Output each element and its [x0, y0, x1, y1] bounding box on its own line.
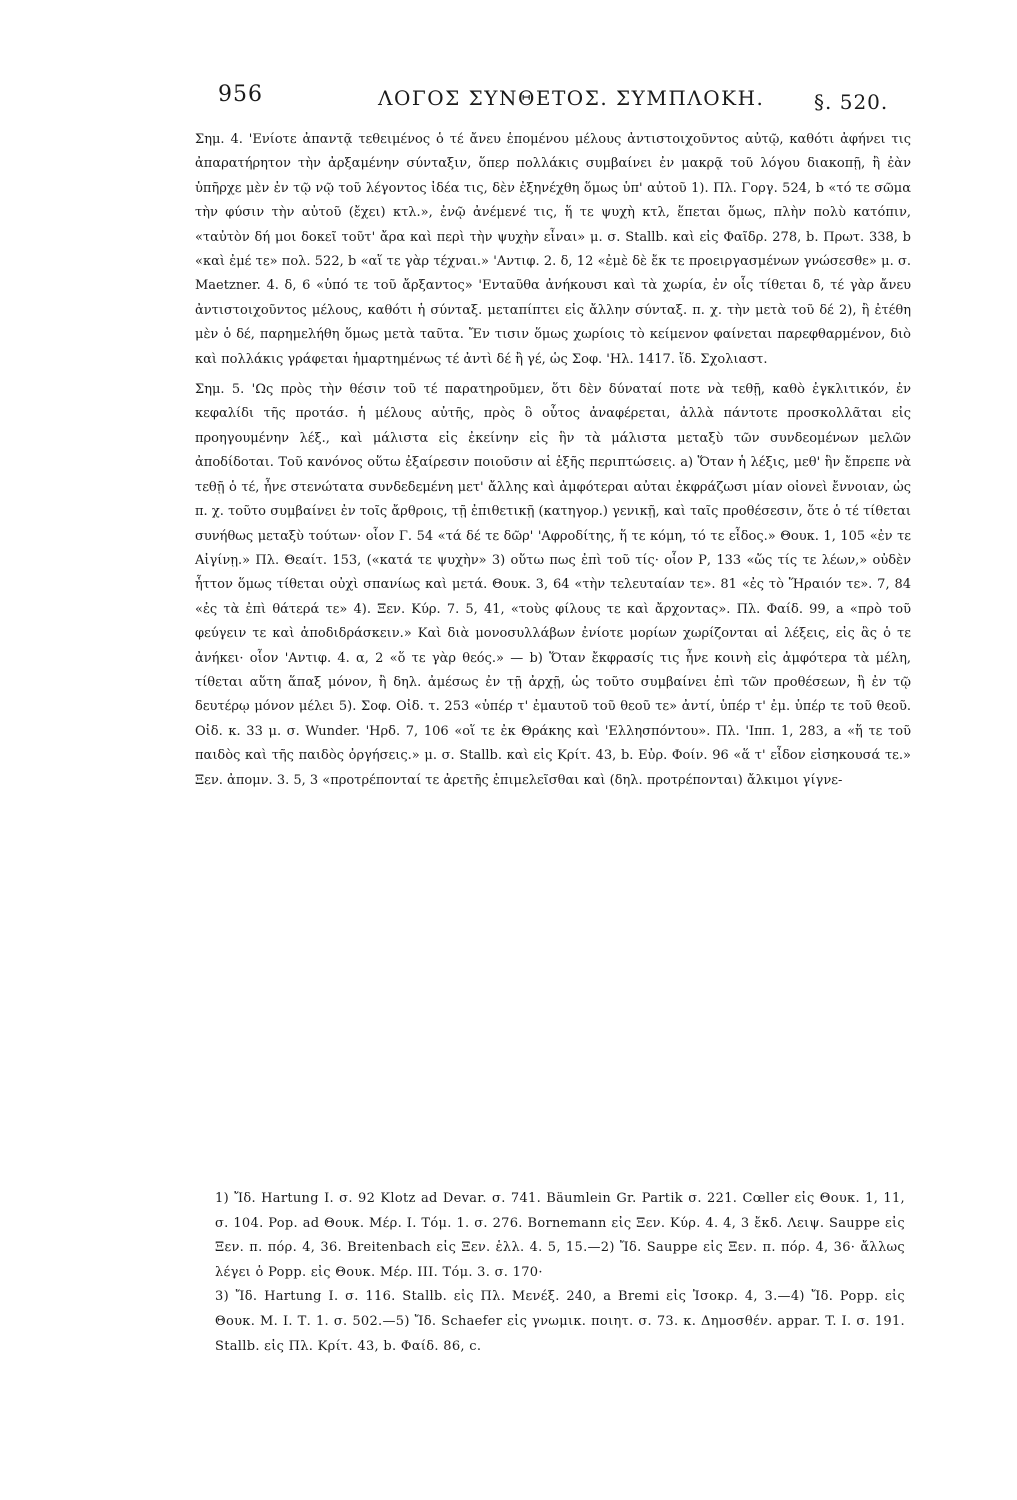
footnote-block-2: 3) Ἴδ. Hartung I. σ. 116. Stallb. εἰς Πλ. Μενέξ. 240, a Bremi εἰς Ἰσοκρ. 4, 3.—4) Ἴδ. Popp. εἰς Θουκ. Μ. I. Τ. 1. σ. 502.—5) Ἴδ. Schaefer εἰς γνωμικ. ποιητ. σ. 73. κ. Δημοσθέν. appar. T. I. σ. 191. Stallb. εἰς Πλ. Κρίτ. 43, b. Φαίδ. 86, c. [215, 1289, 905, 1354]
section-number: §. 520. [814, 90, 889, 114]
page-number: 956 [218, 82, 263, 107]
footnote-block-1: 1) Ἴδ. Hartung I. σ. 92 Klotz ad Devar. σ. 741. Bäumlein Gr. Partik σ. 221. Cœller εἰς Θουκ. 1, 11, σ. 104. Pop. ad Θουκ. Μέρ. I. Τόμ. 1. σ. 276. Bornemann εἰς Ξεν. Κύρ. 4. 4, 3 ἔκδ. Λειψ. Sauppe εἰς Ξεν. π. πόρ. 4, 36. Breitenbach εἰς Ξεν. ἑλλ. 4. 5, 15.—2) Ἴδ. Sauppe εἰς Ξεν. π. πόρ. 4, 36· ἄλλως λέγει ὁ Popp. εἰς Θουκ. Μέρ. III. Τόμ. 3. σ. 170· [215, 1191, 905, 1280]
main-text [195, 128, 911, 793]
paragraph-note-5: Σημ. 5. 'Ως πρὸς τὴν θέσιν τοῦ τέ παρατηροῦμεν, ὅτι δὲν δύναταί ποτε νὰ τεθῇ, καθὸ ἐγκλιτικόν, ἐν κεφαλίδι τῆς προτάσ. ἡ μέλους αὐτῆς, πρὸς ὃ οὗτος ἀναφέρεται, ἀλλὰ πάντοτε προσκολλᾶται εἰς προηγουμένην λέξ., καὶ μάλιστα εἰς ἐκείνην εἰς ἣν τὰ μάλιστα μεταξὺ τῶν συνδεομένων μελῶν ἀποδίδοται. Τοῦ κανόνος οὕτω ἐξαίρεσιν ποιοῦσιν αἱ ἑξῆς περιπτώσεις. a) Ὅταν ἡ λέξις, μεθ' ἣν ἔπρεπε νὰ τεθῇ ὁ τέ, ἦνε στενώτατα συνδεδεμένη μετ' ἄλλης καὶ ἀμφότεραι αὐται ἐκφράζωσι μίαν οἱονεὶ ἔννοιαν, ὡς π. χ. τοῦτο συμβαίνει ἐν τοῖς ἄρθροις, τῇ ἐπιθετικῇ (κατηγορ.) γενικῇ, καὶ ταῖς προθέσεσιν, ὅτε ὁ τέ τίθεται συνήθως μεταξὺ τούτων· οἷον Γ. 54 «τά δέ τε δῶρ' 'Αφροδίτης, ἥ τε κόμη, τό τε εἶδος.» Θουκ. 1, 105 «ἐν τε Αἰγίνῃ.» Πλ. Θεαίτ. 153, («κατά τε ψυχὴν» 3) οὕτω πως ἐπὶ τοῦ τίς· οἷον Ρ, 133 «ὥς τίς τε λέων,» οὐδὲν ἧττον ὅμως τίθεται οὐχὶ σπανίως καὶ μετά. Θουκ. 3, 64 «τὴν τελευταίαν τε». 81 «ἐς τὸ Ἥραιόν τε». 7, 84 «ἐς τὰ ἐπὶ θάτερά τε» 4). Ξεν. Κύρ. 7. 5, 41, «τοὺς φίλους τε καὶ ἄρχοντας». Πλ. Φαίδ. 99, a «πρὸ τοῦ φεύγειν τε καὶ ἀποδιδράσκειν.» Καὶ διὰ μονοσυλλάβων ἐνίοτε μορίων χωρίζονται αἱ λέξεις, εἰς ἃς ὁ τε ἀνήκει· οἷον 'Αντιφ. 4. α, 2 «ὅ τε γὰρ θεός.» — b) Ὅταν ἔκφρασίς τις ἦνε κοινὴ εἰς ἀμφότερα τὰ μέλη, τίθεται αὕτη ἅπαξ μόνον, ἢ δηλ. ἀμέσως ἐν τῇ ἀρχῇ, ὡς τοῦτο συμβαίνει ἐπὶ τῶν προθέσεων, ἢ ἐν τῷ δευτέρῳ μόνον μέλει 5). Σοφ. Οἰδ. τ. 253 «ὑπέρ τ' ἐμαυτοῦ τοῦ θεοῦ τε» ἀντί, ὑπέρ τ' ἐμ. ὑπέρ τε τοῦ θεοῦ. Οἰδ. κ. 33 μ. σ. Wunder. 'Ηρδ. 7, 106 «οἵ τε ἐκ Θράκης καὶ 'Ελλησπόντου». Πλ. 'Ιππ. 1, 283, a «ἥ τε τοῦ παιδὸς καὶ τῆς παιδὸς ὀργήσεις.» μ. σ. Stallb. καὶ εἰς Κρίτ. 43, b. Εὐρ. Φοίν. 96 «ἅ τ' εἶδον εἰσηκουσά τε.» Ξεν. ἀπομν. 3. 5, 3 «προτρέπονταί τε ἀρετῆς ἐπιμελεῖσθαι καὶ (δηλ. προτρέπονται) ἄλκιμοι γίγνε- [195, 382, 911, 788]
running-header [218, 82, 918, 122]
paragraph-note-4: Σημ. 4. 'Ενίοτε ἀπαντᾷ τεθειμένος ὁ τέ ἄνευ ἑπομένου μέλους ἀντιστοιχοῦντος αὐτῷ, καθότι ἀφήνει τις ἀπαρατήρητον τὴν ἀρξαμένην σύνταξιν, ὅπερ πολλάκις συμβαίνει ἐν μακρᾷ τοῦ λόγου διακοπῇ, ἢ ἐὰν ὑπῆρχε μὲν ἐν τῷ νῷ τοῦ λέγοντος ἰδέα τις, δὲν ἐξηνέχθη ὅμως ὑπ' αὐτοῦ 1). Πλ. Γοργ. 524, b «τό τε σῶμα τὴν φύσιν τὴν αὐτοῦ (ἔχει) κτλ.», ἐνῷ ἀνέμενέ τις, ἥ τε ψυχὴ κτλ, ἕπεται ὅμως, πλὴν πολὺ κατόπιν, «ταὐτὸν δή μοι δοκεῖ τοῦτ' ἄρα καὶ περὶ τὴν ψυχὴν εἶναι» μ. σ. Stallb. καὶ εἰς Φαῖδρ. 278, b. Πρωτ. 338, b «καὶ ἐμέ τε» πολ. 522, b «αἵ τε γὰρ τέχναι.» 'Αντιφ. 2. δ, 12 «ἐμὲ δὲ ἔκ τε προειργασμένων γνώσεσθε» μ. σ. Maetzner. 4. δ, 6 «ὑπό τε τοῦ ἄρξαντος» 'Ενταῦθα ἀνήκουσι καὶ τὰ χωρία, ἐν οἷς τίθεται δ, τέ γὰρ ἄνευ ἀντιστοιχοῦντος μέλους, καθότι ἡ σύνταξ. μεταπίπτει εἰς ἄλλην σύνταξ. π. χ. τὴν μετὰ τοῦ δέ 2), ἢ ἐτέθη μὲν ὁ δέ, παρημελήθη ὅμως μετὰ ταῦτα. Ἔν τισιν ὅμως χωρίοις τὸ κείμενον φαίνεται παρεφθαρμένον, διὸ καὶ πολλάκις γράφεται ἡμαρτημένως τέ ἀντὶ δέ ἢ γέ, ὡς Σοφ. 'Ηλ. 1417. ἴδ. Σχολιαστ. [195, 132, 911, 367]
running-title: ΛΟΓΟΣ ΣΥΝΘΕΤΟΣ. ΣΥΜΠΛΟΚΗ. [378, 86, 765, 110]
footnotes [215, 1187, 905, 1359]
